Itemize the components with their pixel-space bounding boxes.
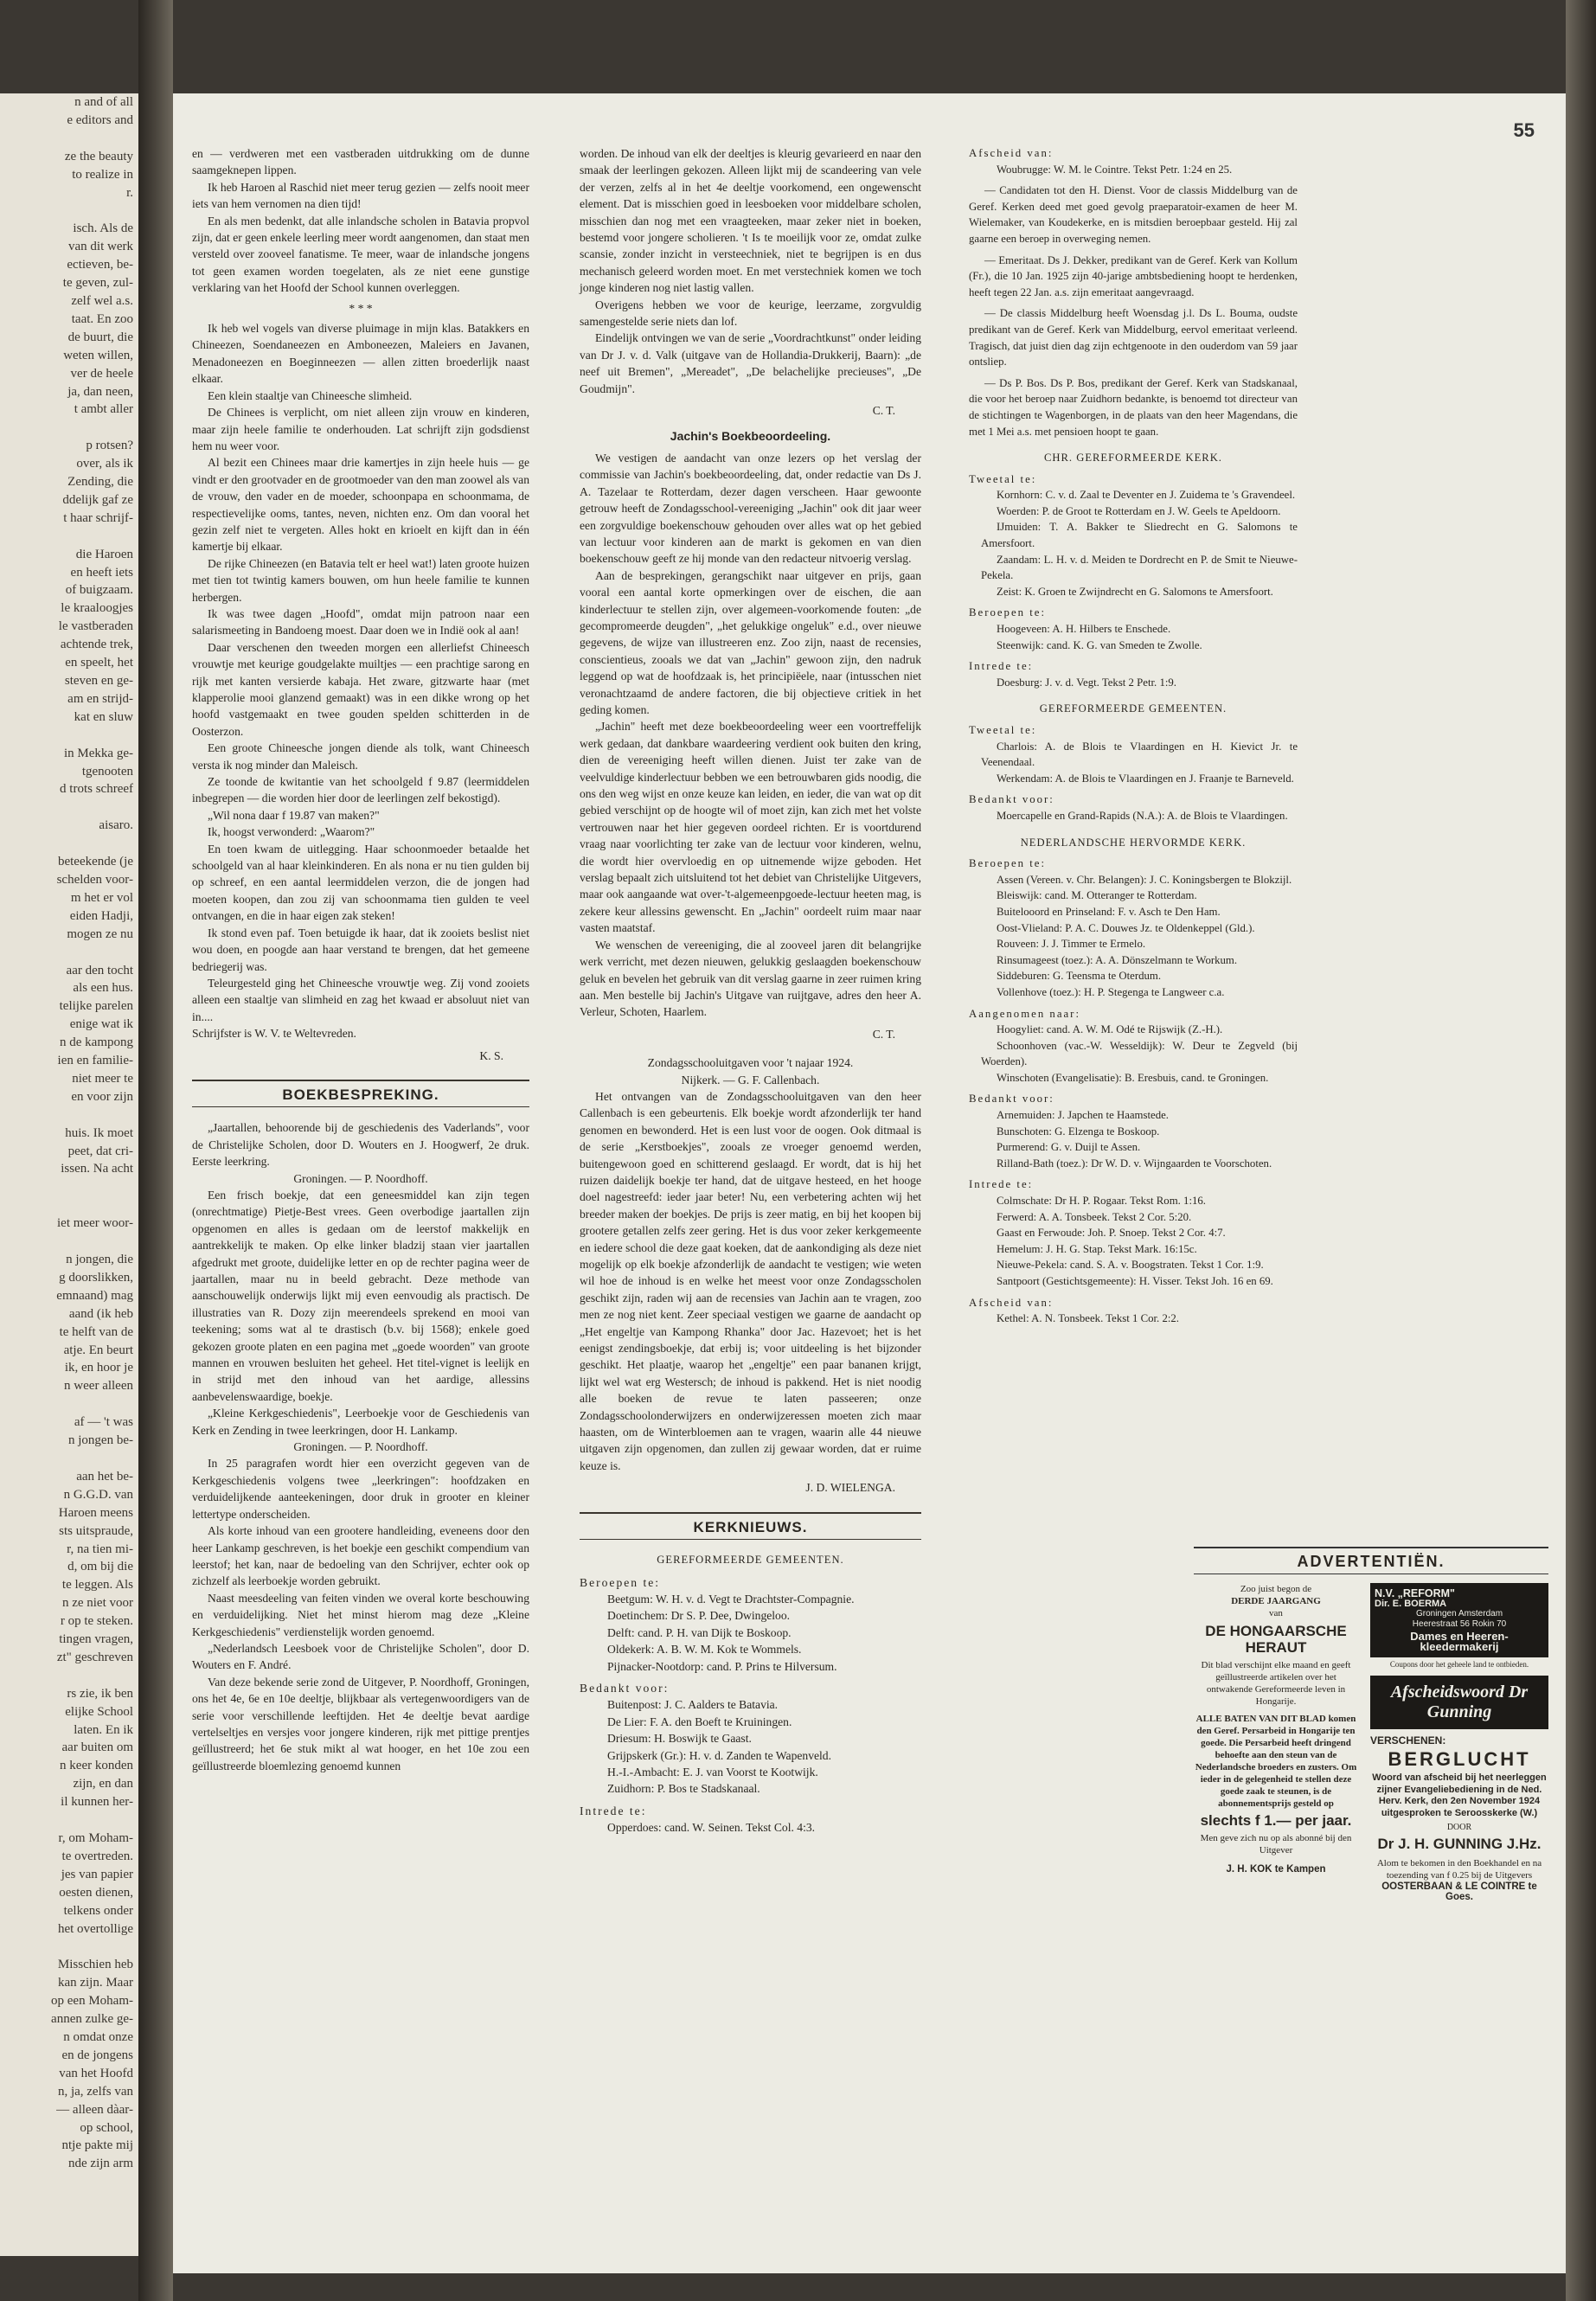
fragment-line: to realize in	[72, 167, 133, 182]
fragment-line: n ze niet voor	[61, 1596, 133, 1611]
fragment-line: issen. Na acht	[61, 1162, 133, 1176]
fragment-line: ja, dan neen,	[67, 384, 133, 399]
article-paragraph: En als men bedenkt, dat alle inlandsche scholen in Batavia propvol zijn, dat er geen enkele leerling meer wordt aangenomen, dan staat men versteld over zooveel fanatisme. Te meer, waar de inlandsche jongens tot geen examen worden toegelaten, als ze niet eene gunstige verklaring van het Hoofd der School kunnen overleggen.	[192, 214, 529, 295]
fragment-line: tingen vragen,	[59, 1632, 133, 1647]
list-item: Kethel: A. N. Tonsbeek. Tekst 1 Cor. 2:2.	[997, 1312, 1180, 1325]
fragment-line: annen zulke ge-	[51, 2012, 133, 2027]
fragment-line: r.	[126, 185, 133, 200]
section-title: CHR. GEREFORMEERDE KERK.	[1044, 452, 1222, 465]
article-paragraph: Ik, hoogst verwonderd: „Waarom?"	[208, 825, 375, 839]
fragment-line: te helft van de	[59, 1324, 133, 1339]
fragment-line: peet, dat cri-	[67, 1144, 133, 1158]
fragment-line: telijke parelen	[59, 999, 133, 1014]
fragment-line: n omdat onze	[63, 2029, 133, 2044]
list-label: Beroepen te:	[969, 606, 1047, 619]
fragment-line	[0, 798, 138, 817]
ad-text: van	[1269, 1608, 1283, 1618]
ad-title: N.V. „REFORM"	[1375, 1587, 1455, 1599]
list-label: Bedankt voor:	[969, 793, 1054, 806]
news-paragraph: — Candidaten tot den H. Dienst. Voor de classis Middelburg van de Geref. Kerken deed met goed gevolg praeparatoir-examen de heer M. Wielemaker, van Koudekerke, en is mitsdien beroepbaar gesteld. Hij zal gaarne een beroep in overweging nemen.	[969, 184, 1298, 245]
ad-price: slechts f 1.— per jaar.	[1200, 1812, 1352, 1829]
zondag-title: Zondagsschooluitgaven voor 't najaar 1924.	[647, 1056, 854, 1070]
article-paragraph: Daar verschenen den tweeden morgen een allerliefst Chineesch vrouwtje met keurige goudgelakte muiltjes — een prachtige sarong en rijk met kanten versierde kabaja. Het zware, gitzwarte haar (met klapperolie mooi glanzend gemaakt) was in een dikke wrong op het hoofd vastgemaakt en twee gouden spelden schitterden in de Oosterzon.	[192, 640, 529, 738]
list-label: Afscheid van:	[969, 147, 1054, 159]
fragment-line	[0, 835, 138, 853]
reform-ad	[1370, 1583, 1548, 1657]
list-item: Santpoort (Gestichtsgemeente): H. Visser. Tekst Joh. 16 en 69.	[997, 1275, 1273, 1287]
article-paragraph: Ze toonde de kwitantie van het schoolgeld f 9.87 (leermiddelen inbegrepen — die worden hier door de leerlingen zelf bekostigd).	[192, 775, 529, 805]
article-paragraph: en — verdweren met een vastberaden uitdrukking om de dunne saamgeknepen lippen.	[192, 147, 529, 177]
list-item: Siddeburen: G. Teensma te Oterdum.	[997, 970, 1162, 983]
list-label: Beroepen te:	[969, 857, 1047, 870]
column-2	[580, 145, 921, 1836]
fragment-line: aar buiten om	[61, 1740, 133, 1755]
ad-publisher: J. H. KOK te Kampen	[1226, 1864, 1326, 1875]
fragment-line: ik, en hoor je	[64, 1361, 133, 1375]
fragment-line	[0, 1395, 138, 1413]
review-heading: BOEKBESPREKING.	[192, 1080, 529, 1107]
article-paragraph: Ik heb wel vogels van diverse pluimage in mijn klas. Batakkers en Chineezen, Soendaneezen en Amboneezen, Maleiers en Javanen, Menadoneezen en Boeginneezen — allen zitten broederlijk naast elkaar.	[192, 322, 529, 386]
fragment-line: r, om Moham-	[58, 1831, 133, 1845]
signature: C. T.	[872, 404, 895, 418]
article-paragraph: Ik heb Haroen al Raschid niet meer terug gezien — zelfs nooit meer iets van hem vernomen na dien tijd!	[192, 180, 529, 211]
article-paragraph: De Chinees is verplicht, om niet alleen zijn vrouw en kinderen, maar zijn heele familie te onderhouden. Lat schrijft zijn godsdienst hem nu weer voor.	[192, 406, 529, 452]
fragment-line: n de kampong	[60, 1035, 133, 1050]
list-label: Beroepen te:	[580, 1575, 661, 1589]
article-paragraph: Groningen. — P. Noordhoff.	[293, 1440, 428, 1454]
fragment-line: enige wat ik	[69, 1017, 133, 1032]
list-item: Schoonhoven (vac.-W. Wesseldijk): W. Deur te Zegveld (bij Woerden).	[981, 1039, 1298, 1068]
ad-text: Woord van afscheid bij het neerleggen zijner Evangeliebediening in de Ned. Herv. Kerk, den 2en November 1924 uitgesproken te Seroosskerke (W.)	[1372, 1772, 1547, 1818]
fragment-line: t ambt aller	[74, 402, 133, 417]
fragment-line: te geven, zul-	[62, 276, 133, 291]
fragment-line: n weer alleen	[64, 1379, 133, 1394]
fragment-line: huis. Ik moet	[65, 1125, 133, 1140]
news-paragraph: — Emeritaat. Ds J. Dekker, predikant van de Geref. Kerk van Kollum (Fr.), die 10 Jan. 1925 zijn 40-jarige ambtsbediening hoopt te herdenken, heeft tegen 22 Jan. a.s. zijn emeritaat aangevraagd.	[969, 253, 1298, 298]
article-paragraph: Al bezit een Chinees maar drie kamertjes in zijn heele huis — ge vindt er den grootvader en de grootmoeder van den man zoowel als van de vrouw, den vader en de moeder, schoonpapa en schoonmama, de respectievelijke ooms, tantes, neven, nichten enz. Om dan vooral het gezin zelf niet te vergeten. Alles hokt en krioelt en kijft dan in één kamertje bij elkaar.	[192, 456, 529, 554]
fragment-line: le vastberaden	[58, 619, 133, 634]
newspaper-page	[173, 93, 1566, 2273]
fragment-line: emnaand) mag	[56, 1288, 133, 1303]
fragment-line	[0, 202, 138, 220]
fragment-line	[0, 1938, 138, 1956]
fragment-line: r op te steken.	[60, 1614, 133, 1629]
jachin-heading: Jachin's Boekbeoordeeling.	[670, 428, 831, 443]
ad-text: Men geve zich nu op als abonné bij den Uitgever	[1200, 1833, 1352, 1856]
fragment-line: aisaro.	[99, 818, 133, 833]
fragment-line: mogen ze nu	[67, 926, 133, 941]
list-item: Werkendam: A. de Blois te Vlaardingen en J. Fraanje te Barneveld.	[997, 772, 1294, 785]
ad-text: DOOR	[1446, 1823, 1472, 1832]
fragment-line	[0, 727, 138, 745]
fragment-line: over, als ik	[76, 457, 133, 471]
ad-author: Dr J. H. GUNNING J.Hz.	[1377, 1836, 1542, 1852]
list-item: Vollenhove (toez.): H. P. Stegenga te Langweer c.a.	[997, 985, 1225, 998]
fragment-line: d, om bij die	[67, 1560, 133, 1574]
article-paragraph: Eindelijk ontvingen we van de serie „Voordrachtkunst" onder leiding van Dr J. v. d. Valk (uitgave van de Hollandia-Drukkerij, Baarn): „de neef uit Bremen", „Mereadet", „De belachelijke precieuses", „De Goudmijn".	[580, 331, 921, 395]
fragment-line: ectieven, be-	[67, 258, 133, 272]
fragment-line	[0, 944, 138, 962]
list-item: Gaast en Ferwoude: Joh. P. Snoep. Tekst 2 Cor. 4:7.	[997, 1227, 1226, 1240]
fragment-line: laten. En ik	[74, 1722, 133, 1737]
list-label: Aangenomen naar:	[969, 1007, 1081, 1020]
list-item: Bunschoten: G. Elzenga te Boskoop.	[997, 1125, 1160, 1138]
ad-text: Dames en Heeren-kleedermakerij	[1410, 1630, 1509, 1653]
ads-heading: ADVERTENTIËN.	[1194, 1547, 1548, 1574]
list-item: Kornhorn: C. v. d. Zaal te Deventer en J. Zuidema te 's Gravendeel.	[997, 489, 1296, 502]
ad-text: Groningen Amsterdam	[1415, 1609, 1503, 1618]
list-item: Assen (Vereen. v. Chr. Belangen): J. C. Koningsbergen te Blokzijl.	[997, 873, 1292, 886]
fragment-line: n keer konden	[60, 1759, 133, 1773]
article-paragraph: „Kleine Kerkgeschiedenis", Leerboekje voor de Geschiedenis van Kerk en Zending in twee leerkringen, door H. Lankamp.	[192, 1407, 529, 1437]
fragment-line	[0, 1196, 138, 1215]
fragment-line	[0, 1667, 138, 1685]
fragment-line: achtende trek,	[60, 638, 133, 652]
ad-text: ALLE BATEN VAN DIT BLAD komen den Geref. Persarbeid in Hongarije ten goede. Die Persarbeid heeft dringend behoefte aan den steun van de Nederlandsche broeders en zusters. Om ieder in de gelegenheid te stellen deze goede zaak te steunen, is de abonnementsprijs gesteld op	[1195, 1714, 1357, 1809]
article-paragraph: Als korte inhoud van een grootere handleiding, eveneens door den heer Lankamp geschreven, is het boekje een geschikt compendium van leerstof; het kan, naar de bedoeling van den Schrijver, echter ook op zichzelf als leerboekje worden gebruikt.	[192, 1524, 529, 1588]
article-paragraph: We vestigen de aandacht van onze lezers op het verslag der commissie van Jachin's boekbeoordeeling, dat, onder redactie van Ds J. A. Tazelaar te Rotterdam, dezer dagen verscheen. Haar gewoonte getrouw heeft de Zondagsschool-vereeniging „Jachin" ook dit jaar weer een zorgvuldige boekenschouw gehouden over alles wat op het gebied van lectuur voor kinderen aan de markt is gekomen en van dien boekenschouw geeft ze hij monde van den redacteur nitvoerig verslag.	[580, 451, 921, 566]
fragment-line	[0, 1106, 138, 1125]
fragment-line: am en strijd-	[67, 691, 133, 706]
article-paragraph: „Jachin" heeft met deze boekbeoordeeling weer een voortreffelijk werk gedaan, dat dankbare waardeering verdient ook buiten den kring, dien de vereeniging heeft willen dienen. Juist ter zake van de veelvuldige kinderlectuur bebben we een betrouwbaren gids noodig, die ons den weg wijst en onze keuze kan leiden, en ieder, die van wat op dit gebied verschijnt op de hoogte wil of moet zijn, kan zich met het volste vertrouwen naar het hier gegeven oordeel richten. Er is voortdurend vraag naar voorlichting ter zake van de lectuur voor kinderen, welnu, die wordt hier overvloedig en op uitnemende wijze geboden. Het verslag bepaalt zich uitsluitend tot het debiet van Christelijke Uitgevers, maar ook aangaande wat over-'t-algemeenpgoede-lectuur heeten mag, is zekere keur allessins gewenscht. En „Jachin" oordeelt ruim maar naar vasten maatstaf.	[580, 720, 921, 935]
list-item: Opperdoes: cand. W. Seinen. Tekst Col. 4:3.	[607, 1821, 816, 1835]
fragment-line: sts uitspraude,	[59, 1523, 133, 1538]
article-paragraph: Ik stond even paf. Toen betuigde ik haar, dat ik zooiets beslist niet wou doen, en poogde aan haar verstand te brengen, dat het gemeene bedriegerij was.	[192, 926, 529, 973]
list-item: Woerden: P. de Groot te Rotterdam en J. W. Geels te Apeldoorn.	[997, 504, 1281, 517]
article-paragraph: Naast meesdeeling van feiten vinden we overal korte beschouwing en verduidelijking. Niet het minst hierom mag deze „Kleine Kerkgeschiedenis" verdienstelijk worden genoemd.	[192, 1591, 529, 1638]
fragment-line: telkens onder	[63, 1903, 133, 1918]
list-item: Oldekerk: A. B. W. M. Kok te Wommels.	[607, 1643, 802, 1657]
fragment-line: elijke School	[65, 1704, 133, 1719]
fragment-line: le kraaloogjes	[61, 601, 133, 616]
fragment-line: n and of all	[74, 95, 133, 109]
source-line: Schrijfster is W. V. te Weltevreden.	[192, 1027, 356, 1041]
list-item: Zeist: K. Groen te Zwijndrecht en G. Salomons te Amersfoort.	[997, 585, 1273, 598]
fragment-line: op school,	[80, 2120, 133, 2135]
list-item: Bleiswijk: cand. M. Otteranger te Rotterdam.	[997, 889, 1197, 902]
fragment-line: g doorslikken,	[59, 1270, 133, 1285]
ad-text: Dit blad verschijnt elke maand en geeft geïllustreerde artikelen over het ontwakende Gereformeerde leven in Hongarije.	[1201, 1660, 1351, 1707]
fragment-line: beteekende (je	[57, 855, 133, 869]
list-label: Intrede te:	[969, 1178, 1034, 1191]
article-paragraph: In 25 paragrafen wordt hier een overzicht gegeven van de Kerkgeschiedenis volgens twee „leerkringen": hoofdzaken en verduidelijkende aanteekeningen, door druk in grooter en kleiner lettertype onderscheiden.	[192, 1457, 529, 1521]
fragment-line: nde zijn arm	[68, 2157, 133, 2171]
fragment-line: of buigzaam.	[65, 583, 133, 598]
fragment-line: Misschien heb	[57, 1958, 133, 1972]
afscheid-banner: Afscheidswoord Dr Gunning	[1370, 1676, 1548, 1729]
fragment-line: rs zie, ik ben	[67, 1686, 133, 1701]
list-item: Beetgum: W. H. v. d. Vegt te Drachtster-Compagnie.	[607, 1592, 855, 1606]
ad-text: Alom te bekomen in den Boekhandel en na toezending van f 0.25 bij de Uitgevers	[1376, 1858, 1542, 1881]
list-item: Rinsumageest (toez.): A. A. Dönszelmann te Workum.	[997, 953, 1238, 966]
kerknieuws-heading: KERKNIEUWS.	[580, 1512, 921, 1540]
fragment-line: te leggen. Als	[61, 1578, 133, 1593]
list-label: Tweetal te:	[969, 472, 1037, 485]
fragment-line: n, ja, zelfs van	[57, 2084, 133, 2099]
list-item: Doesburg: J. v. d. Vegt. Tekst 2 Petr. 1:9.	[997, 676, 1177, 689]
article-paragraph: En toen kwam de uitlegging. Haar schoonmoeder betaalde het schoolgeld van al haar kleinkinderen. En als nona er nu tien gulden bij op schreef, en een aantal leermiddelen verzon, die de jongen had moeten koopen, dan zou zij van schoonmama tien gulden te veel ontvangen, en die in haar eigen zak steken!	[192, 842, 529, 923]
list-item: Arnemuiden: J. Japchen te Haamstede.	[997, 1109, 1169, 1122]
list-item: Moercapelle en Grand-Rapids (N.A.): A. de Blois te Vlaardingen.	[997, 809, 1288, 822]
ad-title: BERGLUCHT	[1388, 1748, 1531, 1770]
fragment-line: m het er vol	[70, 890, 133, 905]
article-paragraph: „Jaartallen, behoorende bij de geschiedenis des Vaderlands", voor de Christelijke Scholen, door D. Wouters en J. Hoogwerf, 2e druk. Eerste leerkring.	[192, 1121, 529, 1169]
fragment-line: ze the beauty	[64, 149, 133, 163]
article-paragraph: Een klein staaltje van Chineesche slimheid.	[208, 388, 413, 402]
section-title: GEREFORMEERDE GEMEENTEN.	[657, 1554, 844, 1567]
fragment-line	[0, 528, 138, 546]
list-item: Driesum: H. Boswijk te Gaast.	[607, 1732, 752, 1746]
article-paragraph: Van deze bekende serie zond de Uitgever, P. Noordhoff, Groningen, ons het 4e, 6e en 10e deeltje, blijkbaar als vertegenwoordigers van de serie voor verschillende leeftijden. Het 4e deeltje bevat aardige vertelseltjes en versjes voor jongere kinderen, rijk met pittige prentjes geïllustreerd; het 6e stuk mikt al wat hooger, en het 10e zou een geïllustreerde bloemlezing genoemd kunnen	[192, 1675, 529, 1772]
list-item: Purmerend: G. v. Duijl te Assen.	[997, 1141, 1141, 1154]
list-item: Hemelum: J. H. G. Stap. Tekst Mark. 16:15c.	[997, 1242, 1197, 1255]
list-item: Delft: cand. P. H. van Dijk te Boskoop.	[607, 1625, 792, 1639]
fragment-line: n jongen, die	[66, 1253, 133, 1266]
list-item: De Lier: F. A. den Boeft te Kruiningen.	[607, 1715, 792, 1728]
list-item: Colmschate: Dr H. P. Rogaar. Tekst Rom. 1:16.	[997, 1195, 1206, 1208]
list-item: Nieuwe-Pekela: cand. S. A. v. Boogstraten. Tekst 1 Cor. 1:9.	[997, 1259, 1264, 1272]
right-ads	[1370, 1583, 1548, 1902]
fragment-line: en voor zijn	[71, 1089, 133, 1104]
fragment-line	[0, 1233, 138, 1251]
article-paragraph: Ik was twee dagen „Hoofd", omdat mijn patroon naar een salarismeeting in Bandoeng moest. Daar doen we in Indië ook al aan!	[192, 606, 529, 638]
fragment-line: steven en ge-	[64, 674, 133, 688]
fragment-line: aan het be-	[76, 1469, 133, 1484]
column-1	[192, 145, 529, 1774]
fragment-line: eiden Hadji,	[69, 908, 133, 923]
list-item: Grijpskerk (Gr.): H. v. d. Zanden te Wapenveld.	[607, 1748, 832, 1762]
fragment-line: te overtreden.	[61, 1849, 133, 1863]
list-item: Winschoten (Evangelisatie): B. Eresbuis, cand. te Groningen.	[997, 1071, 1269, 1084]
fragment-line: Zending, die	[67, 475, 133, 490]
fragment-line: zelf wel a.s.	[71, 293, 133, 308]
book-spine	[138, 0, 173, 2301]
fragment-line: ntje pakte mij	[61, 2138, 133, 2153]
list-label: Bedankt voor:	[580, 1681, 670, 1695]
ad-title: DE HONGAARSCHE HERAUT	[1205, 1623, 1347, 1656]
list-item: Rilland-Bath (toez.): Dr W. D. v. Wijngaarden te Voorschoten.	[997, 1157, 1272, 1170]
fragment-line: en de jongens	[61, 2048, 133, 2062]
article-paragraph: Aan de besprekingen, gerangschikt naar uitgever en prijs, gaan vooral een aantal korte opmerkingen over de eischen, die aan kinderlectuur te stellen zijn, over algemeen-voorkomende fouten: „de gecompromeerde deugden", „het gelukkige ongeluk" e.d., over nieuwe gegevens, de wijze van illustreeren enz. Zoo zijn, naast de recensies, conscientieus, zooals we dat van „Jachin" gewoon zijn, den nadruk leggend op wat de hoofdzaak is, het principiëele, naar (intusschen niet veronachtzaamd de andere factoren, die bij objectieve critiek in het geding komen.	[580, 568, 921, 716]
fragment-line: ddelijk gaf ze	[62, 492, 133, 507]
page-number: 55	[1513, 119, 1535, 141]
fragment-line: Haroen meens	[58, 1505, 133, 1520]
fragment-line: die Haroen	[75, 547, 133, 561]
list-item: Rouveen: J. J. Timmer te Ermelo.	[997, 938, 1146, 951]
fragment-line: schelden voor-	[56, 872, 133, 887]
section-stars: * * *	[349, 301, 373, 315]
list-label: Tweetal te:	[969, 724, 1037, 736]
article-paragraph: Een frisch boekje, dat een geneesmiddel kan zijn tegen (onrechtmatige) Pietje-Best vrees. Geen overbodige jaartallen zijn opgenomen en alles is gedaan om de leerstof makkelijk en aantrekkelijk te maken. Op elke linker bladzij staan vier jaartallen afgedrukt met groote, duidelijke letter en op de rechter pagina weer de jaartallen, maar nu in beeld gebracht. Deze methode van aanschouwelijk onderwijs lijkt mij even eenvoudig als practisch. De illustraties van R. Dozy zijn meerendeels sprekend en mooi van teekening; soms wat al te drastisch (b.v. bij 1568); enkele goed gekozen groote platen en een pagina met „goede woorden" van groote mannen en vrouwen besluiten het geheel. Het titel-vignet is leelijk en in strijd met den inhoud van het aardige, allessins aanbevelenswaardige, boekje.	[192, 1188, 529, 1403]
fragment-line: il kunnen her-	[61, 1795, 133, 1810]
ad-note: Coupons door het geheele land te ontbieden.	[1389, 1660, 1529, 1669]
fragment-line	[0, 1450, 138, 1468]
list-item: Ferwerd: A. A. Tonsbeek. Tekst 2 Cor. 5:20.	[997, 1210, 1192, 1223]
fragment-line: r, na tien mi-	[67, 1541, 133, 1556]
fragment-line: van het Hoofd	[59, 2066, 133, 2080]
advertisements	[1194, 1547, 1548, 1902]
list-label: Intrede te:	[969, 660, 1034, 673]
signature: K. S.	[479, 1048, 503, 1062]
article-paragraph: We wenschen de vereeniging, die al zooveel jaren dit belangrijke werk verricht, met dezen nieuwen, gelukkig geslaagden boekenschouw geluk en bevelen het gebruik van dit verslag gaarne in zeer ruimen kring aan. Men bestelle bij Jachin's Uitgave van ruijtgave, adres den heer A. Verleur, Schoten, Haarlem.	[580, 938, 921, 1019]
list-item: Oost-Vlieland: P. A. C. Douwes Jz. te Oldenkeppel (Gld.).	[997, 921, 1255, 934]
fragment-line: aand (ik heb	[68, 1306, 133, 1321]
list-item: Woubrugge: W. M. le Cointre. Tekst Petr. 1:24 en 25.	[997, 163, 1233, 176]
fragment-line: p rotsen?	[86, 439, 133, 453]
fragment-line	[0, 1178, 138, 1196]
section-title: GEREFORMEERDE GEMEENTEN.	[1039, 702, 1227, 715]
fragment-line: oesten dienen,	[59, 1885, 133, 1900]
list-item: Doetinchem: Dr S. P. Dee, Dwingeloo.	[607, 1609, 791, 1623]
ad-text: DERDE JAARGANG	[1231, 1596, 1321, 1606]
list-item: Hoogeveen: A. H. Hilbers te Enschede.	[997, 623, 1171, 636]
fragment-line: op een Moham-	[51, 1994, 133, 2009]
news-paragraph: — De classis Middelburg heeft Woensdag j.l. Ds L. Bouma, oudste predikant van de Geref. Kerk van Middelburg, eervol emeritaat verleend. Tragisch, dat juist dien dag zijn echtgenoote in den ouderdom van 59 jaar ontsliep.	[969, 307, 1298, 369]
list-item: Charlois: A. de Blois te Vlaardingen en H. Kievict Jr. te Veenendaal.	[981, 740, 1298, 769]
fragment-line: tgenooten	[81, 764, 133, 779]
article-paragraph: Een groote Chineesche jongen diende als tolk, want Chineesch versta ik nog minder dan Maleisch.	[192, 741, 529, 772]
fragment-line: niet meer te	[72, 1071, 133, 1086]
list-item: Zaandam: L. H. v. d. Meiden te Dordrecht en P. de Smit te Nieuwe-Pekela.	[981, 553, 1298, 582]
fragment-line: de buurt, die	[67, 330, 133, 344]
list-item: Hoogyliet: cand. A. W. M. Odé te Rijswijk (Z.-H.).	[997, 1023, 1223, 1036]
left-page-fragment	[0, 93, 139, 2256]
fragment-line: iet meer woor-	[57, 1216, 133, 1231]
fragment-line: kat en sluw	[74, 709, 133, 724]
list-label: Afscheid van:	[969, 1296, 1054, 1309]
fragment-line: n G.G.D. van	[63, 1487, 133, 1502]
list-item: Buitenpost: J. C. Aalders te Batavia.	[607, 1698, 779, 1712]
fragment-line: n jongen be-	[68, 1433, 133, 1448]
list-label: Bedankt voor:	[969, 1093, 1054, 1106]
list-label: Intrede te:	[580, 1804, 647, 1817]
ad-publisher: OOSTERBAAN & LE COINTRE te Goes.	[1381, 1881, 1537, 1902]
article-paragraph: Groningen. — P. Noordhoff.	[293, 1171, 428, 1185]
fragment-line: e editors and	[67, 112, 133, 127]
column-3	[969, 145, 1298, 1538]
ad-text: VERSCHENEN:	[1370, 1734, 1446, 1747]
article-paragraph: „Nederlandsch Leesboek voor de Christelijke Scholen", door D. Wouters en F. André.	[192, 1641, 529, 1672]
ad-text: Dir. E. BOERMA	[1375, 1599, 1447, 1609]
zondag-sub: Nijkerk. — G. F. Callenbach.	[681, 1073, 820, 1086]
fragment-line: als een hus.	[73, 981, 133, 996]
fragment-line: af — 't was	[74, 1415, 133, 1430]
article-paragraph: Overigens hebben we voor de keurige, leerzame, zorgvuldig samengestelde serie niets dan lof.	[580, 298, 921, 329]
fragment-line: jes van papier	[61, 1867, 133, 1881]
page-edge	[1566, 0, 1596, 2301]
fragment-line: atje. En beurt	[63, 1343, 133, 1357]
fragment-line: isch. Als de	[73, 221, 133, 236]
list-item: Steenwijk: cand. K. G. van Smeden te Zwolle.	[997, 638, 1202, 651]
article-paragraph: worden. De inhoud van elk der deeltjes is kleurig gevarieerd en naar den smaak der leerlingen gekozen. Alleen lijkt mij de scandeering van vele der verzen, zelfs al in het 4e deeltje voorkomend, een ongewenscht element. Dat is misschien goed in leesboeken voor middelbare scholen, misschien dan nog met een vraagteeken, maar zeker niet in boeken, bestemd voor jongere scholieren. 't Is te moeilijk voor ze, omdat zulke scansie, zonder inzicht in versteechniek, niet te begrijpen is en dus mechanisch geleerd worden moet. En met verstechniek komen we toch jonge kinderen nog niet lastig vallen.	[580, 147, 921, 295]
news-paragraph: — Ds P. Bos. Ds P. Bos, predikant der Geref. Kerk van Stadskanaal, die voor het beroep naar Zuidhorn bedankte, is benoemd tot directeur van de stichtingen te Wagenborgen, in de plaats van den heer Magendans, die met 1 Mei a.s. met pensioen hoopt te gaan.	[969, 376, 1298, 438]
fragment-line: d trots schreef	[60, 782, 133, 797]
list-item: IJmuiden: T. A. Bakker te Sliedrecht en G. Salomons te Amersfoort.	[981, 521, 1298, 550]
fragment-line: en heeft iets	[70, 565, 133, 580]
list-item: Pijnacker-Nootdorp: cand. P. Prins te Hilversum.	[607, 1659, 837, 1673]
signature: J. D. WIELENGA.	[805, 1481, 895, 1495]
article-paragraph: Teleurgesteld ging het Chineesche vrouwtje weg. Zij vond zooiets alleen een staaltje van slimheid en zag het kwaad er absoluut niet van in....	[192, 976, 529, 1023]
article-paragraph: „Wil nona daar f 19.87 van maken?"	[208, 808, 380, 822]
article-paragraph: De rijke Chineezen (en Batavia telt er heel wat!) laten groote huizen met tien tot twintig kamers bouwen, om hun heele familie te kunnen herbergen.	[192, 556, 529, 604]
fragment-line: t haar schrijf-	[63, 510, 133, 525]
fragment-line: kan zijn. Maar	[57, 1976, 133, 1990]
fragment-line: ver de heele	[70, 366, 133, 381]
fragment-line: het overtollige	[57, 1921, 133, 1936]
fragment-line	[0, 130, 138, 148]
fragment-line: aar den tocht	[66, 963, 133, 977]
fragment-line: zt" geschreven	[56, 1650, 133, 1664]
fragment-line: weten willen,	[63, 348, 133, 362]
article-paragraph: Het ontvangen van de Zondagsschooluitgaven van den heer Callenbach is een gebeurtenis. Elk boekje wordt afzonderlijk ter hand genomen en bewonderd. Het is een lust voor de oogen. Ook ditmaal is de serie „Kerstboekjes", zooals ze vroeger genoemd werden, buitengewoon goed en schitterend geslaagd. Er wordt, dat is hij het ruizen daidelijk boekje ter hand, dat de uitgave hesteed, en het hooge doel nagestreefd: ieder jaar beter! Nu, een verbetering achten wij het breeder maken der boekjes. De prijs is zeer matig, en bij het koopen bij grootere getallen zelfs zeer gering. Het is dus voor zeker kerkgemeente en iedere school die deze gaat koeken, dat de aankondiging als deze niet mogelijk op elk boekje afzonderlijk de aandacht te vestigen; wie weten wil hoe de inhoud is en welke het meest voor onze Zondagsscholen geschikt zijn, raden wij aan de recensies van Jachin aan te vragen, zoo men ze nog niet kent. Zeer speciaal vestigen we gaarne de aandacht op „Het engeltje van Kampong Rhanka" door Jac. Hazevoet; het is het eenigst zendingsboekje, dat erbij is; voor uitdeeling is het bijzonder geschikt. Het plaatje, waarop het „engeltje" een paar bananen krijgt, lijkt wel wat erg Westersch; de inhoud is pakkend. Het is niet noodig alle boeken de revue te laten passeeren; onze Zondagsschoolonderwijzers en onderwijzeressen moeten zich maar haasten, om de Winterbloemen aan te vragen, waarin alle 44 nieuwe uitgaven zijn opgenomen, dan zullen zij gewaar worden, dat er ruime keuze is.	[580, 1089, 921, 1472]
fragment-line: in Mekka ge-	[64, 746, 133, 760]
ad-text: Heerestraat 56 Rokin 70	[1412, 1619, 1507, 1629]
herant-ad	[1194, 1583, 1358, 1902]
fragment-line	[0, 419, 138, 437]
ad-text: Zoo juist begon de	[1240, 1584, 1312, 1594]
fragment-line: zijn, en dan	[73, 1777, 133, 1791]
fragment-line: en speelt, het	[65, 656, 133, 670]
list-item: Zuidhorn: P. Bos te Stadskanaal.	[607, 1782, 760, 1796]
fragment-line: — alleen dàar-	[56, 2102, 133, 2117]
section-title: NEDERLANDSCHE HERVORMDE KERK.	[1020, 836, 1247, 849]
list-item: H.-I.-Ambacht: E. J. van Voorst te Kootwijk.	[607, 1765, 818, 1779]
signature: C. T.	[872, 1027, 895, 1041]
fragment-line: van dit werk	[68, 240, 133, 254]
list-item: Buitelooord en Prinseland: F. v. Asch te Den Ham.	[997, 905, 1221, 918]
fragment-line	[0, 1811, 138, 1830]
fragment-line: ien en familie-	[57, 1054, 133, 1068]
fragment-line: taat. En zoo	[71, 311, 133, 326]
